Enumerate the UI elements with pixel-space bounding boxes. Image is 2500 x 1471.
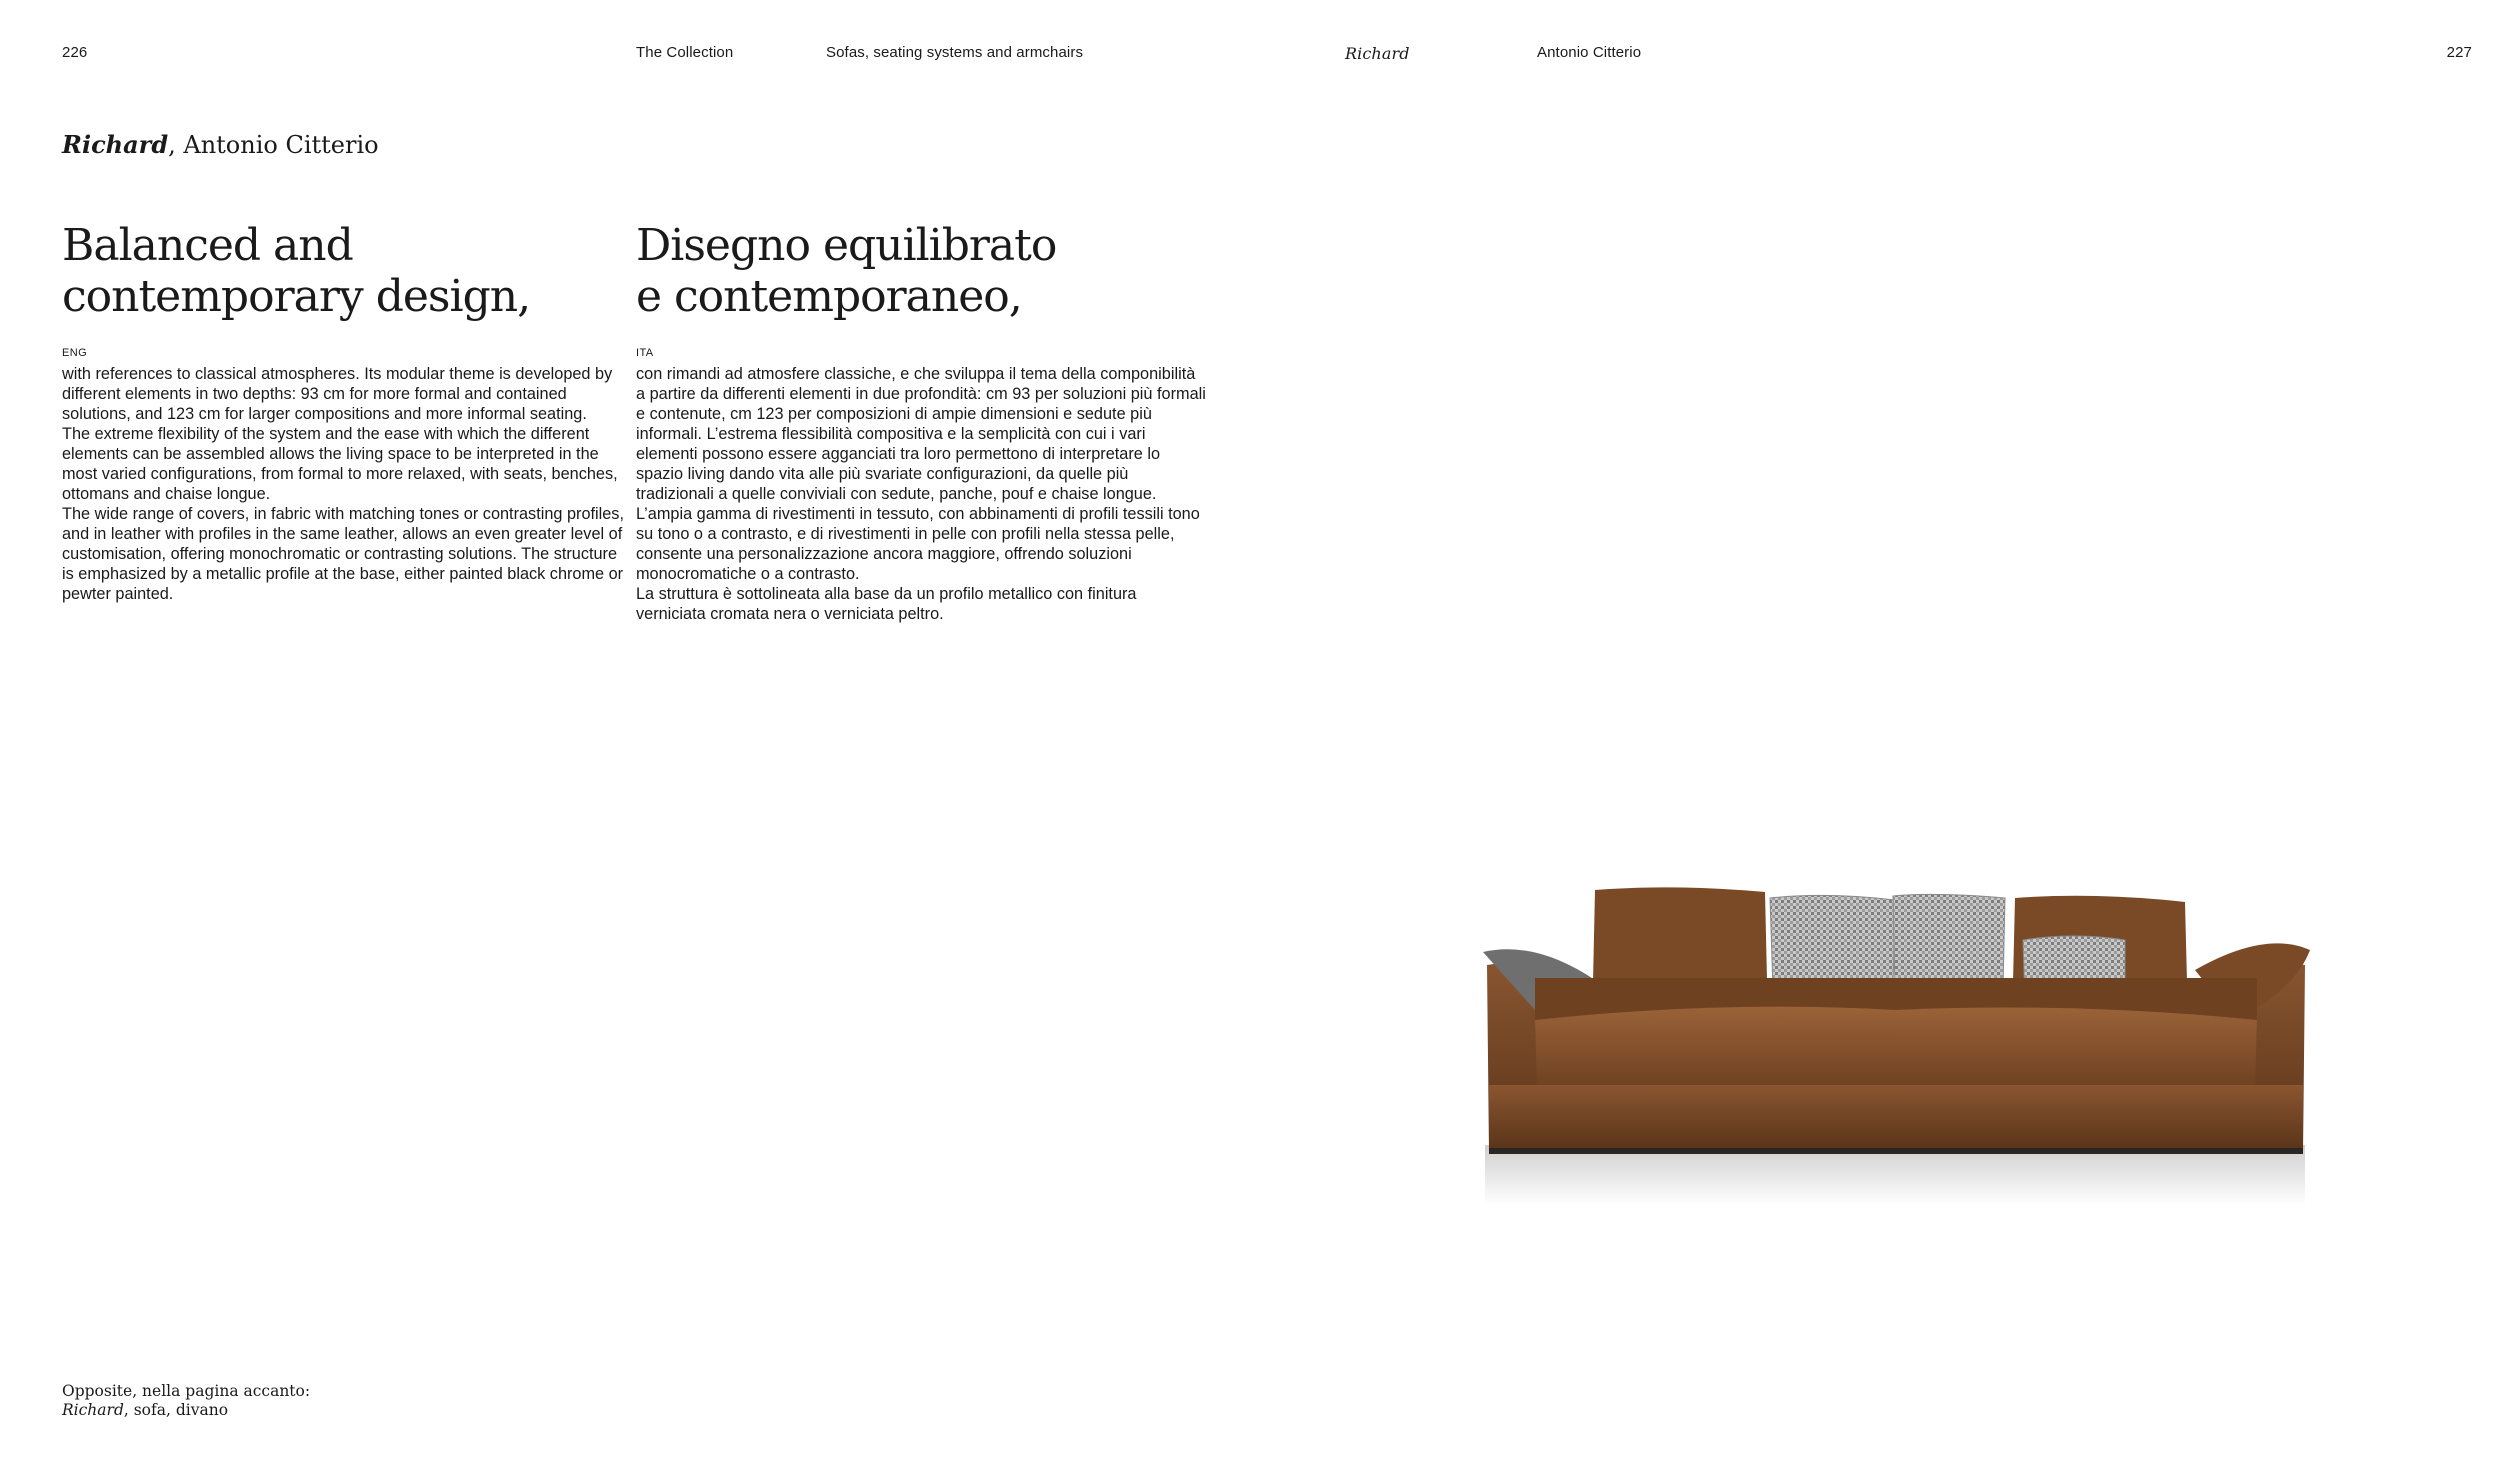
- paragraph: La struttura è sottolineata alla base da un profilo metallico con finitura verniciata cromata nera o verniciata peltro.: [636, 585, 1137, 623]
- metal-profile: [1489, 1148, 2303, 1154]
- paragraph: The extreme flexibility of the system and the ease with which the different elements can be assembled allows the living space to be interpreted in the most varied configurations, from formal to more relaxed, with seats, benches, ottomans and chaise longue.: [62, 425, 618, 503]
- caption-line2: [62, 1401, 310, 1420]
- product-designer: , Antonio Citterio: [168, 131, 379, 159]
- category-label: Sofas, seating systems and armchairs: [826, 44, 1084, 61]
- headline-italian: [636, 220, 1056, 322]
- seat-cushion-right: [1895, 1008, 2257, 1088]
- headline-italian-line1: Disegno equilibrato: [636, 220, 1057, 271]
- headline-italian-line2: e contemporaneo,: [636, 271, 1022, 322]
- caption-product: Richard: [62, 1401, 124, 1419]
- product-title: [62, 130, 379, 159]
- body-english: [62, 364, 632, 604]
- caption-rest: , sofa, divano: [123, 1401, 229, 1419]
- paragraph: The wide range of covers, in fabric with matching tones or contrasting profiles, and in leather with profiles in the same leather, allows an even greater level of customisation, offering monochromatic or contrasting solutions. The structure is emphasized by a metallic profile at the base, either painted black chrome or pewter painted.: [62, 505, 624, 603]
- designer-label: Antonio Citterio: [1537, 44, 1642, 61]
- photo-caption: [62, 1382, 310, 1420]
- headline-english-line2: contemporary design,: [62, 271, 531, 322]
- paragraph: with references to classical atmospheres. Its modular theme is developed by different elements in two depths: 93 cm for more formal and contained solutions, and 123 cm for larger compositions and more informal seating.: [62, 365, 613, 423]
- lang-tag-english: ENG: [62, 347, 88, 359]
- lang-tag-italian: ITA: [636, 347, 654, 359]
- paragraph: con rimandi ad atmosfere classiche, e che sviluppa il tema della componibilità a partire da differenti elementi in due profondità: cm 93 per soluzioni più formali e contenute, cm 123 per composizioni di ampie dimensioni e sedute più informali. L’estrema flessibilità compositiva e la semplicità con cui i vari elementi possono essere agganciati tra loro permettono di interpretare lo spazio living dando vita alle più svariate configurazioni, da quelle più tradizionali a quelle conviviali con sedute, panche, pouf e chaise longue. L’ampia gamma di rivestimenti in tessuto, con abbinamenti di profili tessili tono su tono o a contrasto, e di rivestimenti in pelle con profili nella stessa pelle, consente una personalizzazione ancora maggiore, offrendo soluzioni monocromatiche o a contrasto.: [636, 365, 1206, 583]
- body-italian: [636, 364, 1206, 624]
- headline-english-line1: Balanced and: [62, 220, 353, 271]
- page-number-left: 226: [62, 44, 88, 61]
- caption-line1: Opposite, nella pagina accanto:: [62, 1382, 311, 1400]
- pillow-houndstooth-2: [1893, 894, 2005, 991]
- section-label: The Collection: [636, 44, 734, 61]
- page-number-right: 227: [2446, 44, 2472, 61]
- product-name: Richard: [62, 130, 169, 159]
- back-cushion-left: [1593, 887, 1767, 982]
- sofa-image: [1475, 870, 2315, 1220]
- product-label: Richard: [1345, 44, 1410, 63]
- seat-cushion-left: [1535, 1007, 1895, 1088]
- headline-english: [62, 220, 530, 322]
- sofa-base: [1489, 1085, 2303, 1150]
